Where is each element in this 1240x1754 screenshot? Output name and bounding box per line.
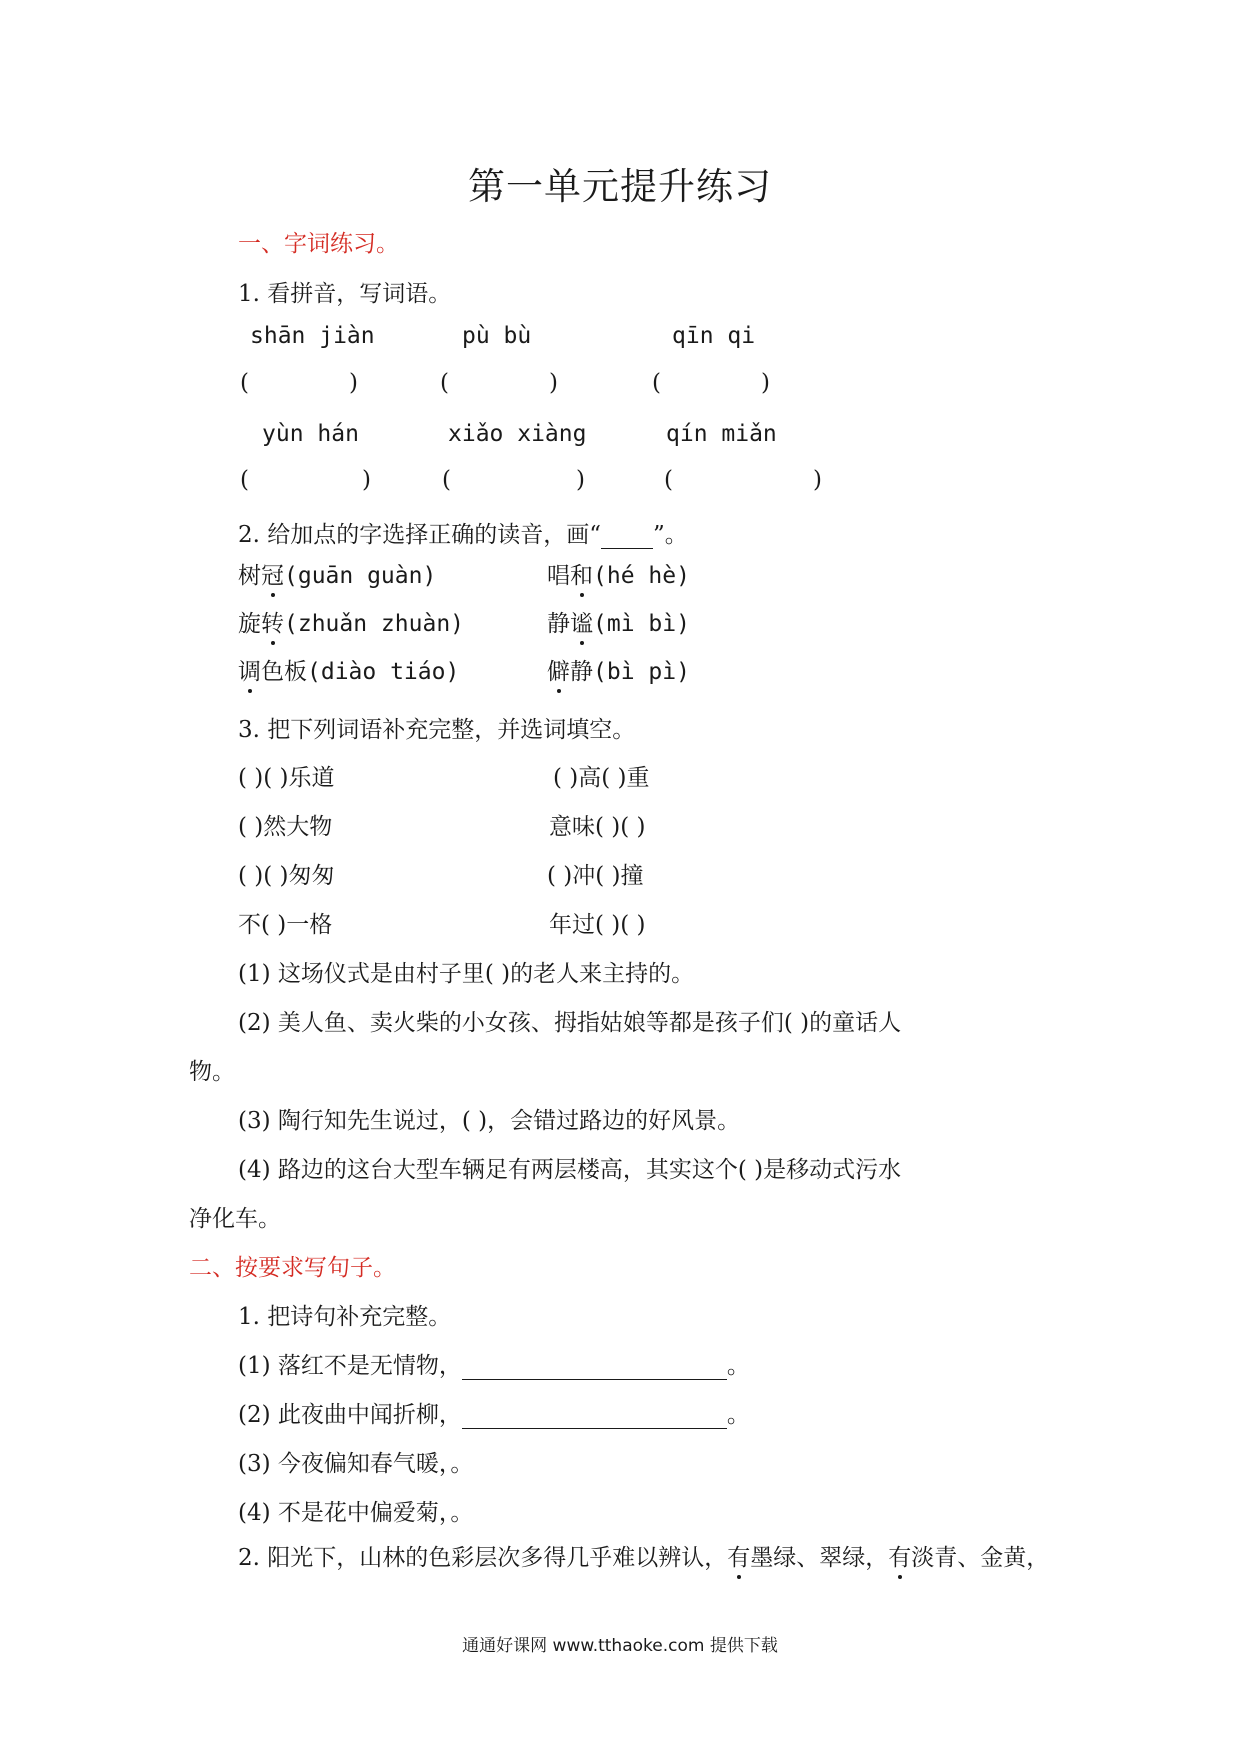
q2-item-1: 树冠(guān guàn) (238, 557, 436, 590)
poem-answer-line-1[interactable] (462, 1379, 727, 1380)
s2-q2-text: 2. 阳光下，山林的色彩层次多得几乎难以辨认，有墨绿、翠绿，有淡青、金黄， (238, 1539, 1049, 1572)
fill-sentence-3[interactable]: (3) 陶行知先生说过，( )，会错过路边的好风景。 (238, 1108, 741, 1134)
section-1-heading: 一、字词练习。 (238, 231, 399, 257)
poem-line-4: (4) 不是花中偏爱菊，。 (238, 1500, 474, 1526)
fill-sentence-1[interactable]: (1) 这场仪式是由村子里( )的老人来主持的。 (238, 961, 695, 987)
pinyin-1: shān jiàn (250, 323, 375, 349)
answer-blank-5[interactable]: ( ) (442, 467, 585, 493)
q3-word-2[interactable]: ( )高( )重 (553, 765, 650, 791)
q2-item-4: 静谧(mì bì) (547, 605, 690, 638)
pinyin-3: qīn qi (672, 323, 756, 349)
answer-blank-4[interactable]: ( ) (240, 467, 371, 493)
q2-item-2: 唱和(hé hè) (547, 557, 690, 590)
q3-word-6[interactable]: ( )冲( )撞 (547, 863, 644, 889)
poem-line-2: (2) 此夜曲中闻折柳， 。 (238, 1402, 750, 1428)
q3-word-3[interactable]: ( )然大物 (238, 814, 333, 840)
fill-sentence-4-cont: 净化车。 (189, 1206, 281, 1232)
section-2-heading: 二、按要求写句子。 (189, 1255, 396, 1281)
pinyin-4: yùn hán (262, 421, 359, 447)
q2-item-3: 旋转(zhuǎn zhuàn) (238, 605, 464, 638)
answer-blank-3[interactable]: ( ) (652, 370, 770, 396)
q2-item-6: 僻静(bì pì) (547, 653, 690, 686)
fill-sentence-2[interactable]: (2) 美人鱼、卖火柴的小女孩、拇指姑娘等都是孩子们( )的童话人 (238, 1010, 902, 1036)
poem-line-3: (3) 今夜偏知春气暖，。 (238, 1451, 474, 1477)
q3-word-7[interactable]: 不( )一格 (238, 912, 333, 938)
q3-prompt: 3. 把下列词语补充完整，并选词填空。 (238, 717, 636, 743)
poem-answer-line-2[interactable] (462, 1428, 727, 1429)
pinyin-5: xiǎo xiàng (448, 421, 587, 447)
q2-prompt: 2. 给加点的字选择正确的读音，画“ ”。 (238, 522, 688, 548)
fill-sentence-4[interactable]: (4) 路边的这台大型车辆足有两层楼高，其实这个( )是移动式污水 (238, 1157, 902, 1183)
q1-prompt: 1. 看拼音，写词语。 (238, 281, 452, 307)
answer-blank-2[interactable]: ( ) (440, 370, 558, 396)
answer-blank-6[interactable]: ( ) (664, 467, 822, 493)
poem-line-1: (1) 落红不是无情物， 。 (238, 1353, 750, 1379)
q3-word-4[interactable]: 意味( )( ) (549, 814, 646, 840)
q2-item-5: 调色板(diào tiáo) (238, 653, 459, 686)
underline-sample (601, 548, 653, 549)
s2-q1-prompt: 1. 把诗句补充完整。 (238, 1304, 452, 1330)
fill-sentence-2-cont: 物。 (189, 1059, 235, 1085)
answer-blank-1[interactable]: ( ) (240, 370, 358, 396)
footer-credit: 通通好课网 www.tthaoke.com 提供下载 (462, 1636, 778, 1656)
q3-word-8[interactable]: 年过( )( ) (549, 912, 646, 938)
q3-word-1[interactable]: ( )( )乐道 (238, 765, 335, 791)
pinyin-2: pù bù (462, 323, 532, 349)
q3-word-5[interactable]: ( )( )匆匆 (238, 863, 335, 889)
page-title: 第一单元提升练习 (468, 165, 772, 208)
pinyin-6: qín miǎn (666, 421, 777, 447)
